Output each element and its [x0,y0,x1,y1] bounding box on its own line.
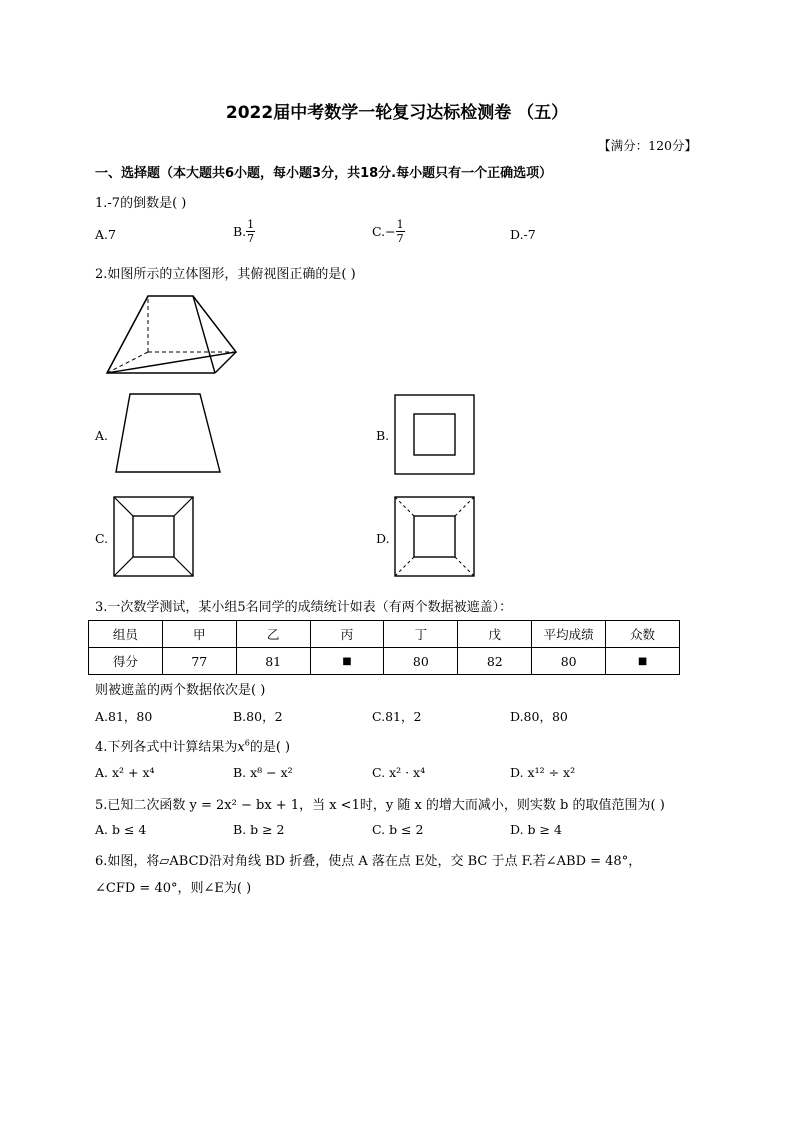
table-header-cell: 丙 [310,621,384,648]
table-cell-hidden: ■ [310,648,384,675]
table-cell: 得分 [89,648,163,675]
section-heading: 一、选择题（本大题共6小题，每小题3分，共18分.每小题只有一个正确选项） [95,166,553,181]
q2-option-c-squares [113,496,195,578]
table-cell: 82 [458,648,532,675]
q4-option-a: A. x² + x⁴ [95,765,155,780]
table-header-cell: 众数 [606,621,680,648]
q5-option-d: D. b ≥ 4 [510,822,562,837]
table-cell: 80 [384,648,458,675]
q2-option-b-label: B. [376,428,390,443]
q5-option-a: A. b ≤ 4 [95,822,147,837]
q4-option-c: C. x² · x⁴ [372,765,426,780]
q1-option-b-fraction: $\frac{1}{7}$ [247,218,255,245]
q1-stem: 1.-7的倒数是( ) [95,196,187,211]
table-header-cell: 戊 [458,621,532,648]
q1-option-c-prefix: C.− [372,224,396,239]
page-title: 2022届中考数学一轮复习达标检测卷 （五） [225,103,569,123]
q2-option-a-trapezoid [112,392,227,474]
table-cell: 81 [236,648,310,675]
q3-stem: 3.一次数学测试，某小组5名同学的成绩统计如表（有两个数据被遮盖）： [95,600,513,615]
q5-option-c: C. b ≤ 2 [372,822,424,837]
q4-stem-exp: 6 [244,738,250,748]
q1-option-c-fraction: $\frac{1}{7}$ [396,218,404,245]
q1-option-a: A.7 [95,227,116,242]
q3-option-a: A.81，80 [95,709,153,724]
q2-option-d-label: D. [376,531,390,546]
score-table [88,620,680,675]
q3-option-d: D.80，80 [510,709,568,724]
q5-stem: 5.已知二次函数 y = 2x² − bx + 1，当 x <1时，y 随 x 的增大而减小，则实数 b 的取值范围为( ) [95,798,665,813]
table-cell-hidden: ■ [606,648,680,675]
table-row [89,648,680,675]
full-score: 【满分：120分】 [598,138,697,153]
table-header-cell: 乙 [236,621,310,648]
q5-option-b: B. b ≥ 2 [233,822,285,837]
q6-line2: ∠CFD = 40°，则∠E为( ) [95,881,252,896]
q1-option-c [372,218,405,245]
q1-option-d: D.-7 [510,227,536,242]
q2-option-a-label: A. [95,428,109,443]
q4-option-b: B. x⁸ − x² [233,765,293,780]
q1-option-b [233,218,255,245]
table-header-cell: 平均成绩 [532,621,606,648]
table-header-row [89,621,680,648]
q4-stem-post: 的是( ) [249,740,291,755]
q2-option-d-squares [394,496,476,578]
table-cell: 80 [532,648,606,675]
frustum-figure [100,292,240,382]
q1-option-b-prefix: B. [233,224,247,239]
q3-follow: 则被遮盖的两个数据依次是( ) [95,683,266,698]
table-cell: 77 [162,648,236,675]
table-header-cell: 丁 [384,621,458,648]
q4-stem [95,736,290,755]
q6-line1: 6.如图，将▱ABCD沿对角线 BD 折叠，使点 A 落在点 E处，交 BC 于点 F.若∠ABD = 48°， [95,854,642,869]
q2-option-c-label: C. [95,531,109,546]
table-header-cell: 甲 [162,621,236,648]
q4-stem-pre: 4.下列各式中计算结果为 [95,740,238,755]
q2-stem: 2.如图所示的立体图形，其俯视图正确的是( ) [95,267,356,282]
q3-option-b: B.80，2 [233,709,283,724]
q2-option-b-squares [394,394,476,476]
q3-option-c: C.81，2 [372,709,422,724]
table-header-cell: 组员 [89,621,163,648]
q4-option-d: D. x¹² ÷ x² [510,765,576,780]
q4-stem-x: x [237,740,245,755]
